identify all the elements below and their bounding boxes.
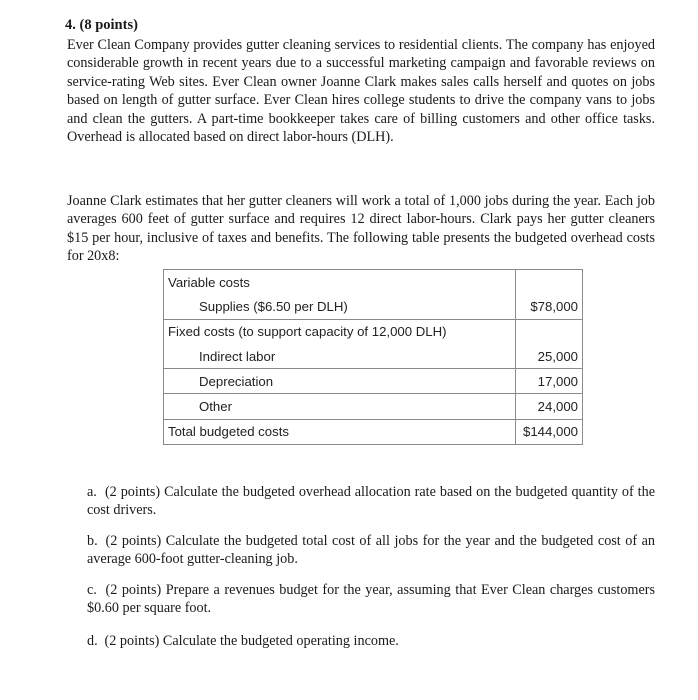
row-amount xyxy=(516,270,583,295)
question-text: (2 points) Calculate the budgeted operating income. xyxy=(104,633,399,649)
row-label: Indirect labor xyxy=(164,344,516,369)
table-row xyxy=(164,294,583,319)
question-text: (2 points) Calculate the budgeted total cost of all jobs for the year and the budgeted cost of an average 600-foot gutter-cleaning job. xyxy=(87,533,656,568)
row-amount: $78,000 xyxy=(516,294,583,319)
problem-paragraph-2: Joanne Clark estimates that her gutter cleaners will work a total of 1,000 jobs during the year. Each job averages 600 feet of gutter surface and requires 12 direct labor-hours. Clark pays her gutter cleaners $15 per hour, inclusive of taxes and benefits. The following table presents the budgeted overhead costs for 20x8: xyxy=(67,193,655,265)
question-text: (2 points) Prepare a revenues budget for the year, assuming that Ever Clean charges customers $0.60 per square foot. xyxy=(87,582,655,617)
budget-overhead-table xyxy=(163,269,583,445)
row-amount xyxy=(516,319,583,344)
problem-heading: 4. (8 points) xyxy=(65,17,138,33)
row-amount: 24,000 xyxy=(516,394,583,419)
question-a xyxy=(87,483,655,520)
row-label: Depreciation xyxy=(164,369,516,394)
table-row xyxy=(164,394,583,419)
question-letter: c. xyxy=(87,582,97,598)
question-letter: a. xyxy=(87,484,97,500)
row-label: Total budgeted costs xyxy=(164,419,516,444)
row-label: Other xyxy=(164,394,516,419)
question-letter: d. xyxy=(87,633,98,649)
question-letter: b. xyxy=(87,533,98,549)
row-amount: $144,000 xyxy=(516,419,583,444)
question-b xyxy=(87,532,655,569)
row-label: Supplies ($6.50 per DLH) xyxy=(164,294,516,319)
problem-paragraph-1: Ever Clean Company provides gutter cleaning services to residential clients. The company has enjoyed considerable growth in recent years due to a successful marketing campaign and favorable reviews on service-rating Web sites. Ever Clean owner Joanne Clark makes sales calls herself and quotes on jobs based on length of gutter surface. Ever Clean hires college students to drive the company vans to jobs and clean the gutters. A part-time bookkeeper takes care of billing customers and other office tasks. Overhead is allocated based on direct labor-hours (DLH). xyxy=(67,37,655,146)
table-row xyxy=(164,344,583,369)
row-label: Variable costs xyxy=(164,270,516,295)
question-c xyxy=(87,581,655,618)
table-row xyxy=(164,319,583,344)
table-row xyxy=(164,369,583,394)
question-text: (2 points) Calculate the budgeted overhead allocation rate based on the budgeted quantity of the cost drivers. xyxy=(87,484,655,519)
row-amount: 17,000 xyxy=(516,369,583,394)
question-d xyxy=(87,632,655,650)
table-row xyxy=(164,419,583,444)
row-amount: 25,000 xyxy=(516,344,583,369)
table-row xyxy=(164,270,583,295)
row-label: Fixed costs (to support capacity of 12,000 DLH) xyxy=(164,319,516,344)
